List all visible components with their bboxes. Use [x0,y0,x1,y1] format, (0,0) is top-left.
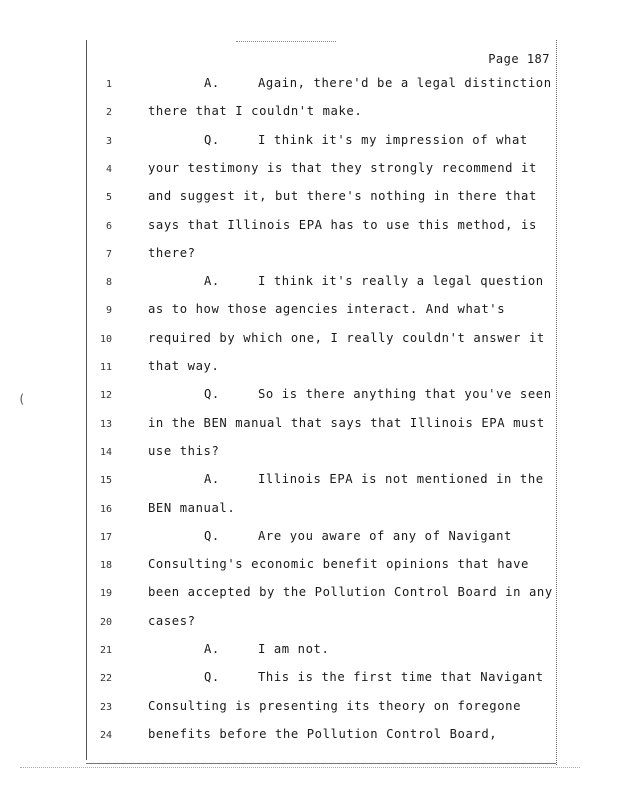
line-text: been accepted by the Pollution Control Board in any [148,585,553,600]
line-text: Are you aware of any of Navigant [258,528,512,543]
line-text: Illinois EPA is not mentioned in the [258,472,544,487]
line-number: 20 [99,616,112,628]
transcript-line [0,529,618,549]
speaker-marker: Q. [204,132,220,147]
transcript-line [0,133,618,153]
line-number: 18 [99,560,112,572]
line-number: 16 [99,503,112,515]
line-number: 1 [105,79,112,90]
speaker-marker: Q. [204,387,220,402]
line-text: there that I couldn't make. [148,104,363,119]
line-number: 17 [99,531,112,543]
line-text: and suggest it, but there's nothing in there that [148,189,537,204]
transcript-line [0,585,618,605]
line-number: 19 [99,588,112,600]
line-text: that way. [148,359,220,373]
line-number: 11 [99,362,112,373]
speaker-marker: A. [204,642,220,656]
line-text: required by which one, I really couldn't answer it [148,330,545,345]
page-number: Page 187 [488,52,550,66]
line-text: I am not. [258,642,330,656]
line-number: 4 [105,163,112,175]
line-number: 9 [105,305,112,317]
line-number: 21 [99,645,112,656]
line-number: 15 [99,475,112,487]
line-text: cases? [148,613,196,628]
scan-artifact-bottom [20,767,580,768]
speaker-marker: Q. [204,670,220,685]
transcript-line [0,302,618,322]
line-text: BEN manual. [148,500,236,515]
line-number: 5 [105,192,112,204]
line-number: 10 [99,333,112,345]
speaker-marker: A. [204,274,220,289]
bottom-rule [86,763,556,764]
line-text: Consulting's economic benefit opinions that have [148,557,529,572]
line-text: I think it's my impression of what [258,132,528,147]
transcript-line [0,472,618,492]
line-number: 8 [105,277,112,289]
line-text: Consulting is presenting its theory on foregone [148,698,522,713]
line-number: 3 [105,135,112,147]
speaker-marker: Q. [204,528,220,543]
transcript-line [0,189,618,209]
line-text: Again, there'd be a legal distinction [258,76,552,90]
transcript-line [0,699,618,719]
transcript-line [0,76,618,96]
transcript-line [0,416,618,436]
line-number: 6 [105,220,112,232]
transcript-line [0,274,618,294]
line-text: says that Illinois EPA has to use this method, is [148,217,537,232]
line-number: 2 [105,107,112,119]
line-text: I think it's really a legal question [258,274,544,289]
line-number: 23 [99,701,112,713]
transcript-line [0,501,618,521]
transcript-line [0,104,618,124]
transcript-line [0,670,618,690]
line-number: 7 [105,248,112,260]
transcript-line [0,557,618,577]
transcript-line [0,331,618,351]
line-text: This is the first time that Navigant [258,670,544,685]
transcript-line [0,614,618,634]
line-text: there? [148,245,196,260]
line-text: use this? [148,443,220,458]
transcript-line [0,387,618,407]
speaker-marker: A. [204,472,220,487]
transcript-line [0,246,618,266]
line-text: benefits before the Pollution Control Board, [148,726,498,741]
line-number: 24 [99,729,112,741]
transcript-line [0,218,618,238]
line-text: as to how those agencies interact. And what's [148,302,506,317]
transcript-line [0,161,618,181]
speaker-marker: A. [204,76,220,90]
transcript-line [0,444,618,464]
line-number: 14 [99,446,112,458]
line-number: 12 [99,390,112,402]
line-text: So is there anything that you've seen [258,387,552,402]
scan-artifact-top [236,41,336,42]
margin-mark-left: ( [18,392,26,406]
line-number: 13 [99,418,112,430]
transcript-line [0,727,618,747]
transcript-line [0,642,618,662]
line-number: 22 [99,673,112,685]
line-text: in the BEN manual that says that Illinois EPA must [148,415,545,430]
line-text: your testimony is that they strongly recommend it [148,160,537,175]
transcript-line [0,359,618,379]
